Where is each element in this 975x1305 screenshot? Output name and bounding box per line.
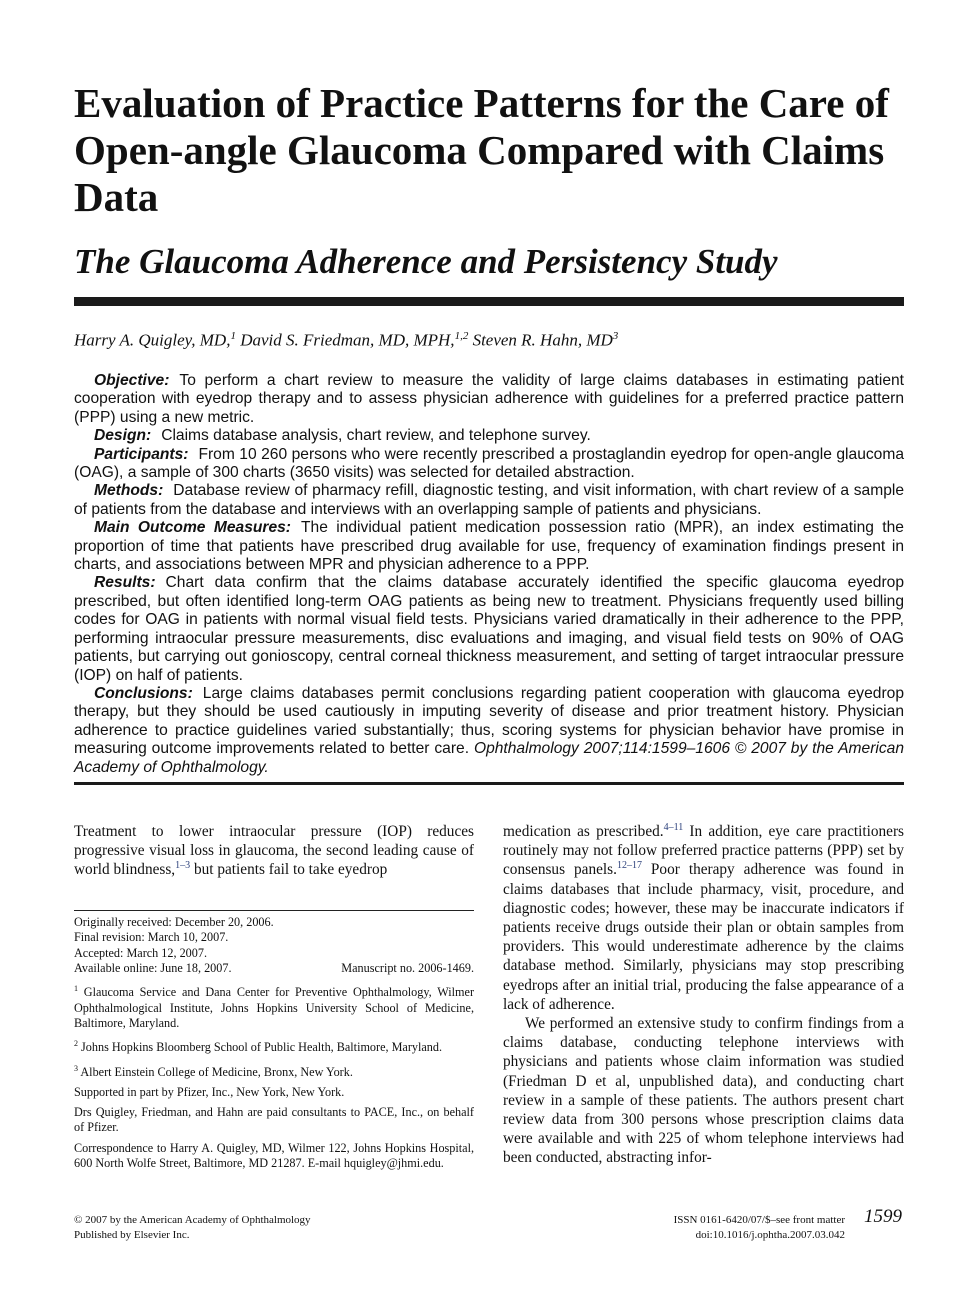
abstract-results xyxy=(74,574,904,684)
abstract-participants xyxy=(74,446,904,483)
section-text: The individual patient medication possession ratio (MPR), an index estimating the proportion of time that patients have prescribed drug available for use, frequency of examination findings present in charts, and associations between MPR and physician adherence to a PPP. xyxy=(74,519,904,574)
copyright-line: © 2007 by the American Academy of Ophthalmology xyxy=(74,1214,311,1226)
section-label: Results: xyxy=(94,574,156,592)
section-text: To perform a chart review to measure the validity of large claims databases in estimating patient cooperation with eyedrop therapy and to assess physician adherence with guidelines for a preferred practice pattern (PPP) using a new metric. xyxy=(74,372,904,426)
section-text: Database review of pharmacy refill, diagnostic testing, and visit information, with chart review of a sample of patients from the database and interviews with an overlapping sample of patients and physicians. xyxy=(74,482,904,518)
author-name: Harry A. Quigley, MD, xyxy=(74,330,231,350)
abstract-rule xyxy=(74,782,904,785)
issn-line: ISSN 0161-6420/07/$–see front matter xyxy=(673,1214,845,1226)
body-text: Treatment to lower intraocular pressure (IOP) reduces progressive visual loss in glaucoma, the second leading cause of world blindness, xyxy=(74,823,474,879)
body-text: but patients fail to take eyedrop xyxy=(190,861,388,879)
disclosure-note: Drs Quigley, Friedman, and Hahn are paid consultants to PACE, Inc., on behalf of Pfizer. xyxy=(74,1105,474,1135)
section-label: Objective: xyxy=(94,372,170,389)
body-paragraph xyxy=(74,822,474,880)
author-affiliation: 3 xyxy=(612,330,619,342)
online-row xyxy=(74,961,474,976)
journal-citation: Ophthalmology 2007;114:1599–1606 © 2007 by the American Academy of Ophthalmology. xyxy=(74,740,904,776)
footnote-rule xyxy=(74,910,474,911)
affiliation-text: Glaucoma Service and Dana Center for Preventive Ophthalmology, Wilmer Ophthalmological Institute, Johns Hopkins University School of Medicine, Baltimore, Maryland. xyxy=(74,985,475,1030)
article-history xyxy=(74,915,474,976)
section-text: Large claims databases permit conclusions regarding patient cooperation with glaucoma eyedrop therapy, but they should be used cautiously in imputing severity of disease and prior treatment history. Physician adherence to practice guidelines varied substantially; thus, scoring systems for physician behavior have promise in measuring outcome improvements related to better care. xyxy=(74,684,904,758)
body-text: Poor therapy adherence was found in claims databases that include pharmacy, visit, procedure, and diagnostic codes; however, these may be inaccurate indicators if patients receive drugs outside their plan or obtain samples from providers. This would underestimate adherence by the claims database method. Similarly, physicians may stop prescribing eyedrops after an initial trial, producing the false appearance of a lack of adherence. xyxy=(503,861,905,1013)
revision-date: Final revision: March 10, 2007. xyxy=(74,930,229,945)
section-text: Chart data confirm that the claims database accurately identified the specific glaucoma eyedrop prescribed, but often identified long-term OAG patients as being new to treatment. Physicians frequently used billing codes for OAG in patients with normal visual field tests. Physicians varied dramatically in their adherence to the PPP, performing intraocular pressure measurements, disc evaluations and imaging, and visual field tests on 90% of OAG patients, but carrying out gonioscopy, central corneal thickness measurement, and setting of target intraocular pressure (IOP) on half of patients. xyxy=(74,574,904,684)
body-column-left xyxy=(74,822,474,880)
footer-right xyxy=(600,1213,845,1243)
body-paragraph xyxy=(503,822,904,1014)
received-date: Originally received: December 20, 2006. xyxy=(74,915,274,929)
affiliation-text: Johns Hopkins Bloomberg School of Public Health, Baltimore, Maryland. xyxy=(81,1040,443,1055)
author-affiliation: 1 xyxy=(230,330,236,342)
body-paragraph: We performed an extensive study to confirm findings from a claims database, conducting telephone interviews with physicians and patients whose claim information was studied (Friedman D et al, unpublished data), and conducting chart review in a sample of these patients. The authors present chart review data from 300 persons whose prescription claims data were available and with 225 of whom telephone interviews had been conducted, abstracting infor- xyxy=(503,1015,904,1167)
page-number: 1599 xyxy=(864,1206,902,1227)
abstract-methods xyxy=(74,482,904,519)
affiliation-1: $^1$ Glaucoma Service and Dana Center for Preventive Ophthalmology, Wilmer Ophthalmological Institute, Johns Hopkins University School of Medicine, Baltimore, Maryland. xyxy=(74,984,475,1030)
section-text: Claims database analysis, chart review, and telephone survey. xyxy=(161,427,591,445)
section-label: Conclusions: xyxy=(94,684,193,702)
doi-link[interactable]: doi:10.1016/j.ophtha.2007.03.042 xyxy=(695,1229,845,1241)
body-column-right xyxy=(503,822,904,1168)
section-label: Design: xyxy=(94,427,152,445)
publisher-line: Published by Elsevier Inc. xyxy=(74,1229,190,1241)
author-list xyxy=(74,330,904,351)
manuscript-number: Manuscript no. 2006-1469. xyxy=(341,960,474,975)
footer-left xyxy=(74,1213,311,1243)
section-label: Participants: xyxy=(94,445,189,463)
author-name: David S. Friedman, MD, MPH, xyxy=(240,330,455,350)
body-text: In addition, eye care practitioners routinely may not follow preferred practice patterns (PPP) set by consensus panels. xyxy=(503,823,905,879)
online-date: Available online: June 18, 2007. xyxy=(74,960,232,975)
correspondence-note: Correspondence to Harry A. Quigley, MD, Wilmer 122, Johns Hopkins Hospital, 600 North Wolfe Street, Baltimore, MD 21287. E-mail hquigley@jhmi.edu. xyxy=(74,1140,474,1171)
reference-link[interactable]: 12–17 xyxy=(616,860,642,872)
article-title: Evaluation of Practice Patterns for the Care of Open-angle Glaucoma Compared with Claims Data xyxy=(74,80,889,220)
affiliation-2: $^2$ Johns Hopkins Bloomberg School of Public Health, Baltimore, Maryland. xyxy=(74,1039,443,1055)
section-label: Main Outcome Measures: xyxy=(94,519,291,537)
abstract-objective xyxy=(74,372,904,427)
affiliation-text: Albert Einstein College of Medicine, Bronx, New York. xyxy=(80,1064,353,1079)
abstract-outcome xyxy=(74,519,904,574)
author-affiliation: 1,2 xyxy=(454,330,469,342)
abstract-conclusions xyxy=(74,685,904,777)
funding-note: Supported in part by Pfizer, Inc., New York, New York. xyxy=(74,1084,345,1099)
article-subtitle: The Glaucoma Adherence and Persistency Study xyxy=(74,242,778,281)
title-rule xyxy=(74,297,904,306)
accepted-date: Accepted: March 12, 2007. xyxy=(74,945,208,960)
reference-link[interactable]: 1–3 xyxy=(175,860,191,872)
reference-link[interactable]: 4–11 xyxy=(663,822,684,833)
footnotes xyxy=(74,915,474,1176)
affiliation-3: $^3$ Albert Einstein College of Medicine, Bronx, New York. xyxy=(74,1063,353,1079)
section-text: From 10 260 persons who were recently prescribed a prostaglandin eyedrop for open-angle glaucoma (OAG), a sample of 300 charts (3650 visits) was selected for detailed abstraction. xyxy=(74,445,904,482)
abstract xyxy=(74,372,904,777)
author-name: Steven R. Hahn, MD xyxy=(472,330,613,350)
body-text: medication as prescribed. xyxy=(503,823,664,840)
abstract-design xyxy=(74,427,904,445)
section-label: Methods: xyxy=(94,482,164,500)
